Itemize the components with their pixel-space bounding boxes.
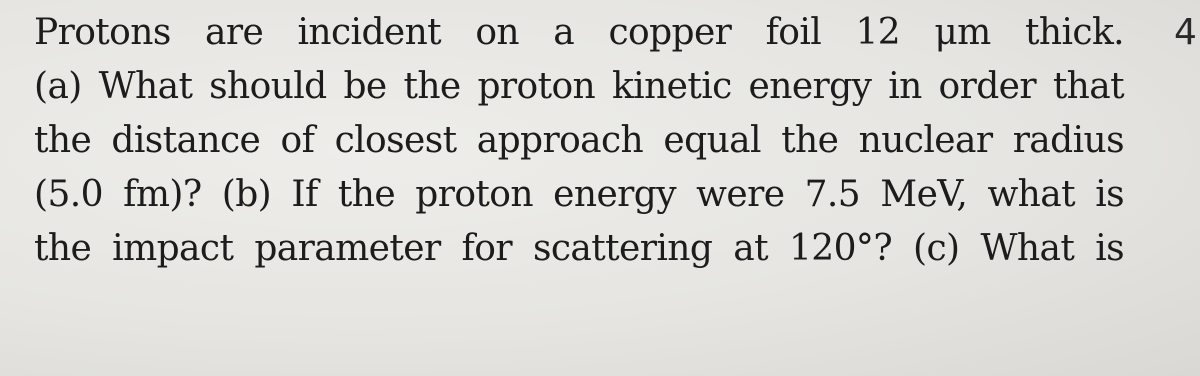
marginal-number: 4: [1174, 12, 1197, 53]
problem-line-3: the distance of closest approach equal the nuclear radius: [34, 120, 1124, 161]
problem-line-5: the impact parameter for scattering at 120°? (c) What is: [34, 228, 1124, 269]
problem-line-4: (5.0 fm)? (b) If the proton energy were 7.5 MeV, what is: [34, 174, 1124, 215]
problem-line-2: (a) What should be the proton kinetic energy in order that: [34, 66, 1124, 107]
problem-text: [34, 6, 1124, 276]
problem-line-1: Protons are incident on a copper foil 12 μm thick.: [34, 12, 1124, 53]
